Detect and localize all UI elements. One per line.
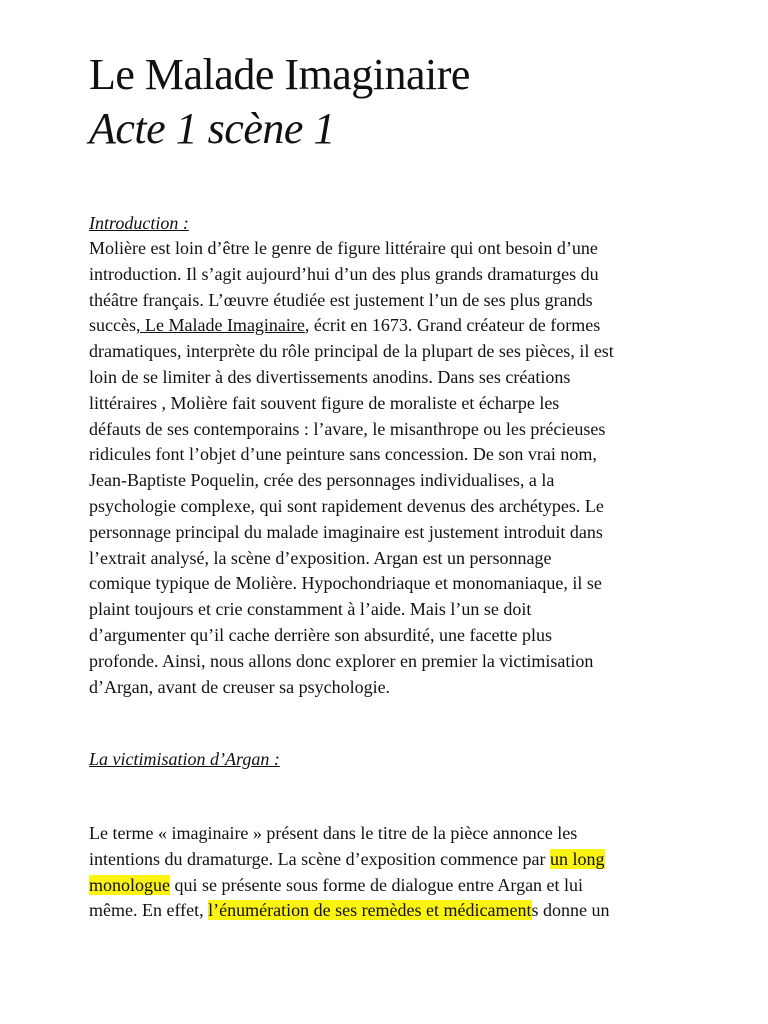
intro-line: dramatiques, interprète du rôle principal de la plupart de ses pièces, il est [89, 341, 614, 362]
intro-line: d’argumenter qu’il cache derrière son absurdité, une facette plus [89, 624, 552, 645]
body-line-text: intentions du dramaturge. La scène d’exposition commence par [89, 848, 551, 869]
body-line-text: qui se présente sous forme de dialogue entre Argan et lui [170, 874, 584, 895]
intro-line-text: succès [89, 315, 136, 336]
highlighted-text: monologue [89, 874, 170, 895]
intro-line: comique typique de Molière. Hypochondriaque et monomaniaque, il se [89, 573, 602, 594]
document-page [89, 48, 689, 921]
intro-line: d’Argan, avant de creuser sa psychologie. [89, 676, 391, 697]
introduction-paragraph [89, 236, 689, 700]
document-subtitle: Acte 1 scène 1 [89, 104, 335, 153]
introduction-heading: Introduction : [89, 213, 189, 233]
intro-line: littéraires , Molière fait souvent figure de moraliste et écharpe les [89, 392, 560, 413]
body-line [89, 847, 689, 873]
victimisation-paragraph [89, 821, 689, 924]
highlighted-text: un long [550, 848, 605, 869]
intro-line: ridicules font l’objet d’une peinture sans concession. De son vrai nom, [89, 444, 597, 465]
body-line: Le terme « imaginaire » présent dans le titre de la pièce annonce les [89, 823, 578, 843]
intro-line: Molière est loin d’être le genre de figure littéraire qui ont besoin d’une [89, 238, 598, 258]
intro-line: introduction. Il s’agit aujourd’hui d’un des plus grands dramaturges du [89, 263, 599, 284]
intro-line: Jean-Baptiste Poquelin, crée des personnages individualises, a la [89, 470, 555, 491]
body-line [89, 873, 689, 899]
intro-line: loin de se limiter à des divertissements anodins. Dans ses créations [89, 366, 571, 387]
body-line-text: même. En effet, [89, 900, 209, 921]
work-title-underlined: , Le Malade Imaginaire [135, 315, 305, 336]
intro-line: théâtre français. L’œuvre étudiée est justement l’un de ses plus grands [89, 289, 593, 310]
section-heading-victimisation: La victimisation d’Argan : [89, 749, 280, 769]
intro-line: plaint toujours et crie constamment à l’aide. Mais l’un se doit [89, 599, 532, 620]
intro-line [89, 313, 689, 339]
intro-line-text: , écrit en 1673. Grand créateur de formes [304, 315, 601, 336]
document-title: Le Malade Imaginaire [89, 50, 470, 99]
intro-line: défauts de ses contemporains : l’avare, le misanthrope ou les précieuses [89, 418, 606, 439]
body-line [89, 898, 689, 924]
intro-line: l’extrait analysé, la scène d’exposition. Argan est un personnage [89, 547, 552, 568]
intro-line: personnage principal du malade imaginaire est justement introduit dans [89, 521, 603, 542]
intro-line: profonde. Ainsi, nous allons donc explorer en premier la victimisation [89, 650, 594, 671]
intro-line: psychologie complexe, qui sont rapidement devenus des archétypes. Le [89, 495, 604, 516]
body-line-text: s donne un [531, 900, 610, 921]
highlighted-text: l’énumération de ses remèdes et médicament [208, 900, 532, 921]
